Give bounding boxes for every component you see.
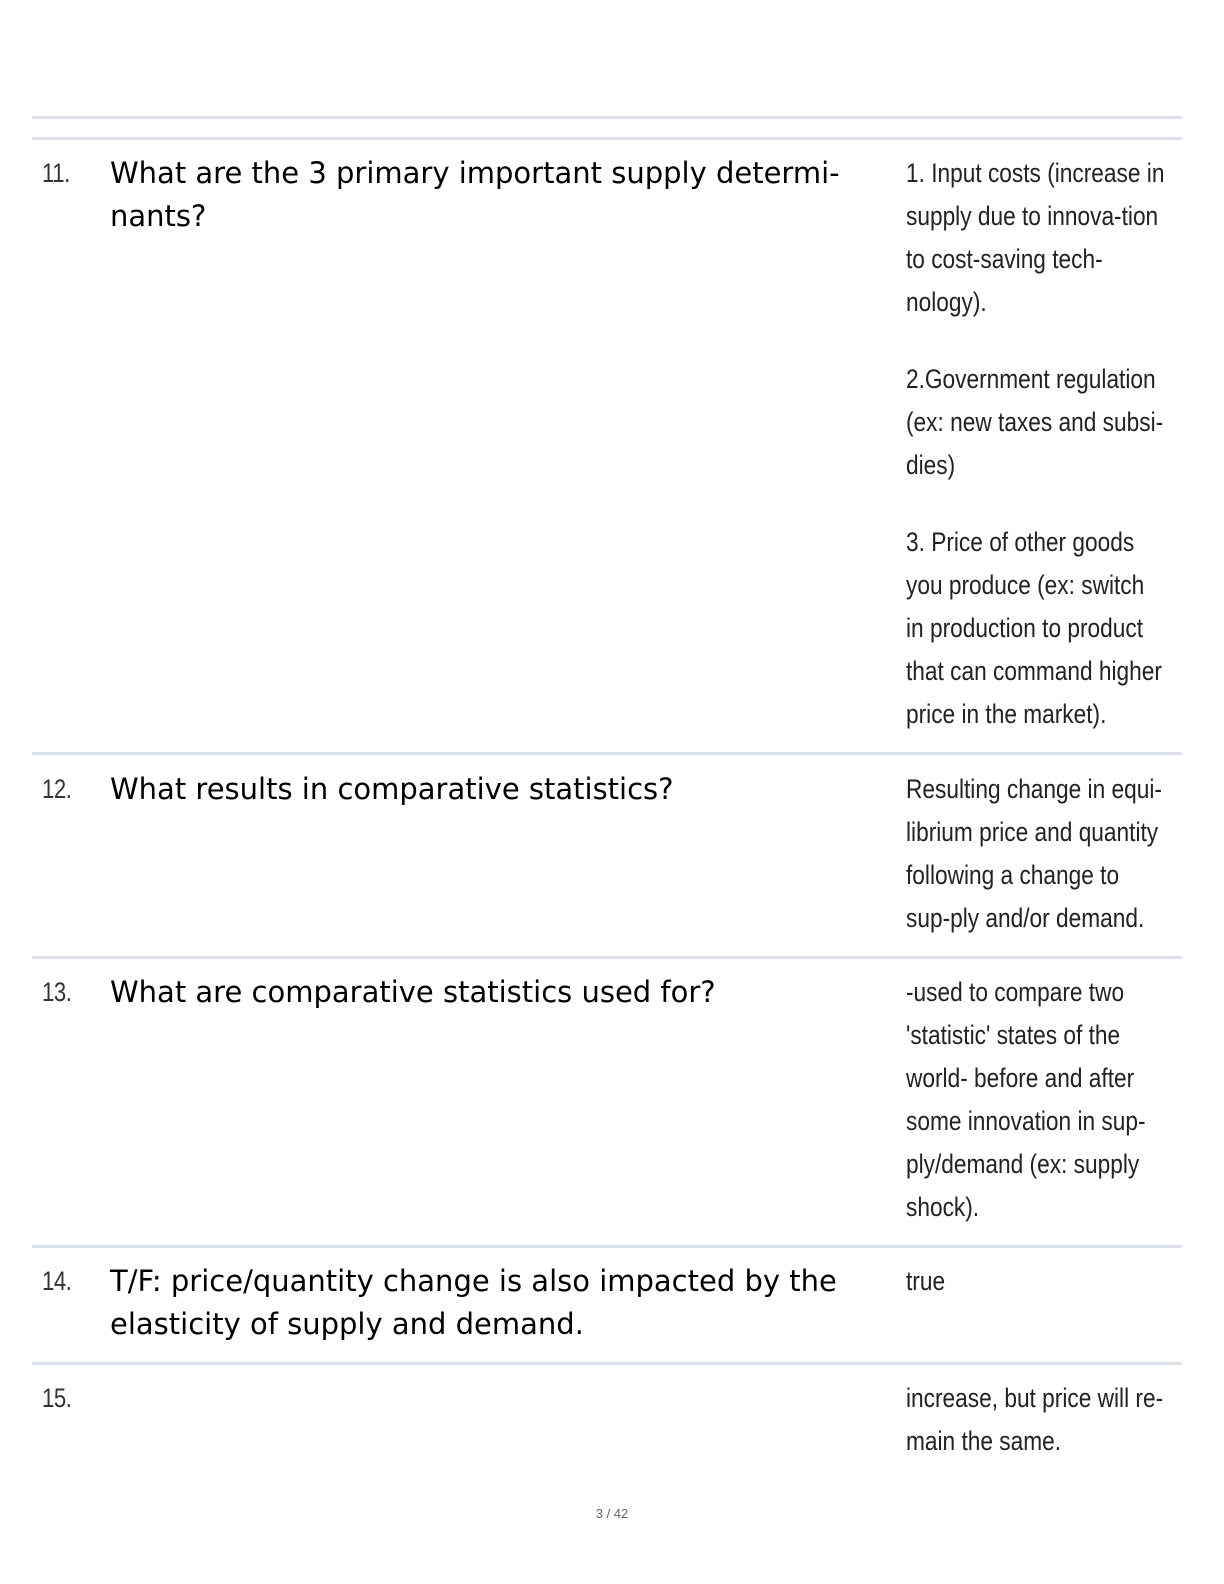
card-answer <box>906 152 1166 770</box>
answer-paragraph: 1. Input costs (increase in supply due to innova-tion to cost-saving tech-nology). <box>906 158 1165 317</box>
card-answer <box>906 768 1166 974</box>
card-question: What results in comparative statistics? <box>110 772 674 806</box>
card-answer <box>906 971 1166 1263</box>
page-number: 3 / 42 <box>595 1506 629 1521</box>
card-answer <box>906 1377 1166 1497</box>
top-divider-2 <box>32 137 1182 140</box>
card-number: 13. <box>42 977 72 1007</box>
card-answer <box>906 1260 1166 1337</box>
card-question: What are comparative statistics used for? <box>110 975 716 1009</box>
card-divider <box>32 752 1182 755</box>
answer-paragraph: increase, but price will re-main the same. <box>906 1383 1164 1456</box>
answer-paragraph: -used to compare two 'statistic' states of the world- before and after some innovation in sup-ply/demand (ex: supply shock). <box>906 977 1146 1222</box>
card-number: 11. <box>42 158 70 188</box>
card-divider <box>32 1362 1182 1365</box>
card-question: What are the 3 primary important supply determi-nants? <box>110 156 840 233</box>
answer-paragraph: true <box>906 1266 946 1296</box>
answer-paragraph: Resulting change in equi-librium price and quantity following a change to sup-ply and/or demand. <box>906 774 1162 933</box>
card-number: 12. <box>42 774 72 804</box>
card-question: T/F: price/quantity change is also impacted by the elasticity of supply and demand. <box>110 1264 837 1341</box>
card-divider <box>32 1245 1182 1248</box>
card-divider <box>32 956 1182 959</box>
card-number: 14. <box>42 1266 72 1296</box>
top-divider-1 <box>32 116 1182 119</box>
card-number: 15. <box>42 1383 72 1413</box>
answer-paragraph: 3. Price of other goods you produce (ex: switch in production to product that can command higher price in the market). <box>906 527 1162 729</box>
answer-paragraph: 2.Government regulation (ex: new taxes and subsi-dies) <box>906 364 1164 480</box>
